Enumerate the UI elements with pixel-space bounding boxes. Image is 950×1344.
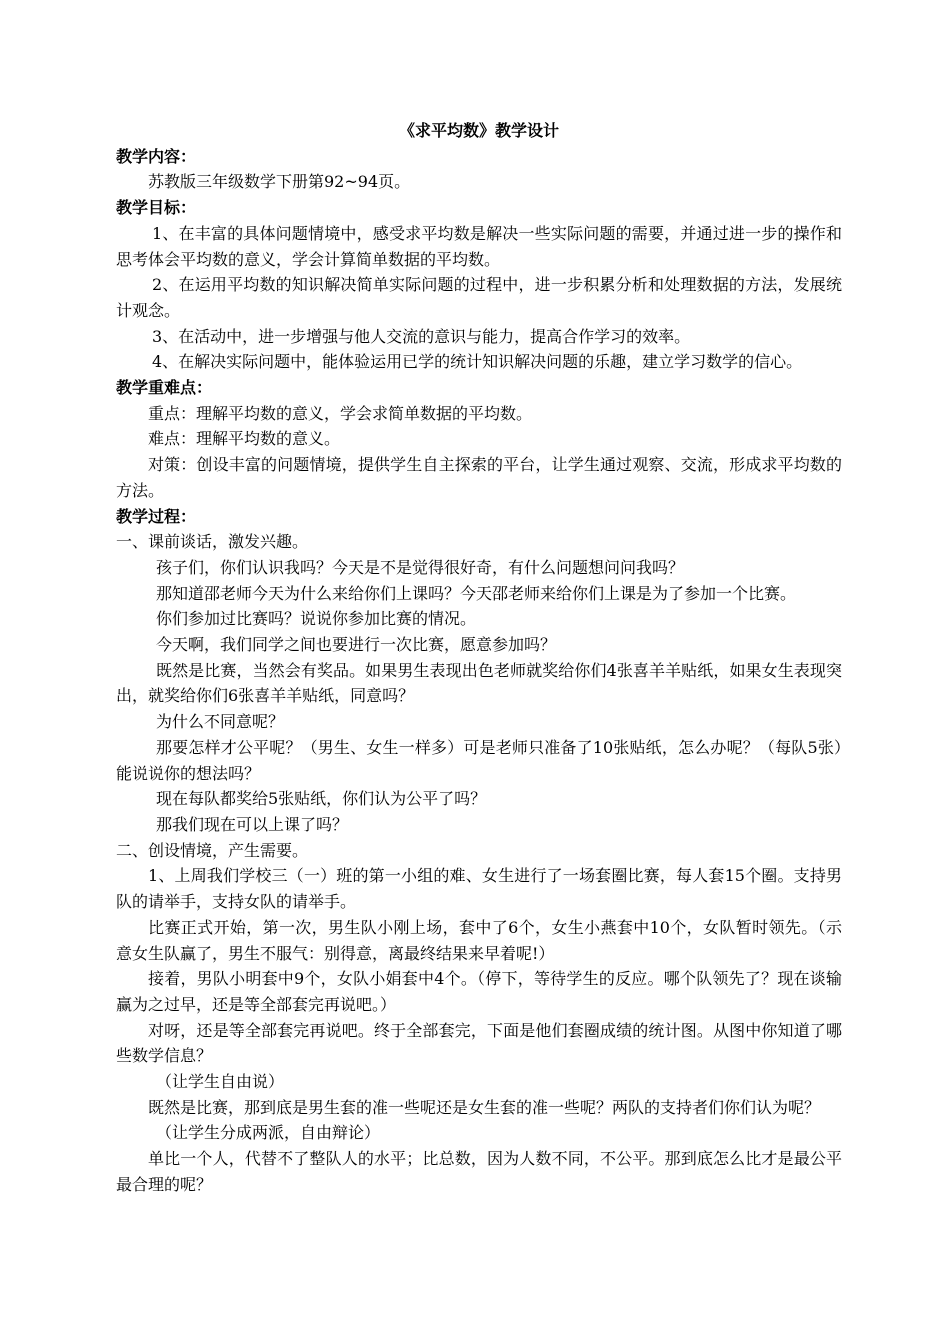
part1-paragraph: 你们参加过比赛吗？说说你参加比赛的情况。 [156, 609, 477, 629]
goal-item: 2、在运用平均数的知识解决简单实际问题的过程中，进一步积累分析和处理数据的方法，发展统计观念。 [116, 275, 842, 320]
part2-paragraph: 既然是比赛，那到底是男生套的准一些呢还是女生套的准一些呢？两队的支持者们你们认为呢？ [148, 1097, 821, 1117]
part1-paragraph: 既然是比赛，当然会有奖品。如果男生表现出色老师就奖给你们4张喜羊羊贴纸，如果女生表现突出，就奖给你们6张喜羊羊贴纸，同意吗？ [116, 660, 842, 706]
part2-paragraph: 1、上周我们学校三（一）班的第一小组的难、女生进行了一场套圈比赛，每人套15个圈。支持男队的请举手，支持女队的请举手。 [116, 866, 842, 912]
goal-item: 3、在活动中，进一步增强与他人交流的意识与能力，提高合作学习的效率。 [152, 326, 691, 346]
part2-paragraph: （让学生分成两派，自由辩论） [156, 1123, 381, 1143]
key-point: 对策：创设丰富的问题情境，提供学生自主探索的平台，让学生通过观察、交流，形成求平均数的方法。 [116, 455, 842, 500]
part1-paragraph: 为什么不同意呢？ [156, 712, 285, 732]
part1-paragraph: 孩子们，你们认识我吗？今天是不是觉得很好奇，有什么问题想问问我吗？ [156, 557, 685, 577]
goal-item: 1、在丰富的具体问题情境中，感受求平均数是解决一些实际问题的需要，并通过进一步的操作和思考体会平均数的意义，学会计算简单数据的平均数。 [116, 223, 842, 269]
content-text: 苏教版三年级数学下册第92~94页。 [148, 172, 411, 192]
part1-paragraph: 现在每队都奖给5张贴纸，你们认为公平了吗？ [156, 789, 487, 809]
part1-title: 一、课前谈话，激发兴趣。 [116, 532, 309, 552]
part1-paragraph: 那知道邵老师今天为什么来给你们上课吗？今天邵老师来给你们上课是为了参加一个比赛。 [156, 583, 797, 603]
document-page [116, 118, 842, 1198]
key-point: 重点：理解平均数的意义，学会求简单数据的平均数。 [148, 403, 533, 423]
part2-paragraph: 接着，男队小明套中9个，女队小娟套中4个。（停下，等待学生的反应。哪个队领先了？现在谈输赢为之过早，还是等全部套完再说吧。） [116, 969, 842, 1014]
content-heading: 教学内容： [116, 146, 197, 166]
part1-paragraph: 那我们现在可以上课了吗？ [156, 814, 349, 834]
part2-title: 二、创设情境，产生需要。 [116, 840, 309, 860]
part2-paragraph: （让学生自由说） [156, 1072, 285, 1092]
part2-paragraph: 单比一个人，代替不了整队人的水平；比总数，因为人数不同，不公平。那到底怎么比才是最公平最合理的呢？ [116, 1149, 842, 1194]
goal-item: 4、在解决实际问题中，能体验运用已学的统计知识解决问题的乐趣，建立学习数学的信心。 [152, 352, 803, 372]
goals-heading: 教学目标： [116, 198, 197, 218]
part2-paragraph: 对呀，还是等全部套完再说吧。终于全部套完，下面是他们套圈成绩的统计图。从图中你知道了哪些数学信息？ [116, 1020, 842, 1066]
process-heading: 教学过程： [116, 506, 197, 526]
part2-paragraph: 比赛正式开始，第一次，男生队小刚上场，套中了6个，女生小燕套中10个，女队暂时领先。（示意女生队赢了，男生不服气：别得意，离最终结果来早着呢!） [116, 917, 842, 963]
key-point: 难点：理解平均数的意义。 [148, 429, 341, 449]
part1-paragraph: 那要怎样才公平呢？（男生、女生一样多）可是老师只准备了10张贴纸，怎么办呢？（每队5张）能说说你的想法吗？ [116, 737, 842, 783]
part1-paragraph: 今天啊，我们同学之间也要进行一次比赛，愿意参加吗？ [156, 635, 557, 655]
document-title: 《求平均数》教学设计 [398, 121, 559, 140]
key-points-heading: 教学重难点： [116, 378, 213, 398]
